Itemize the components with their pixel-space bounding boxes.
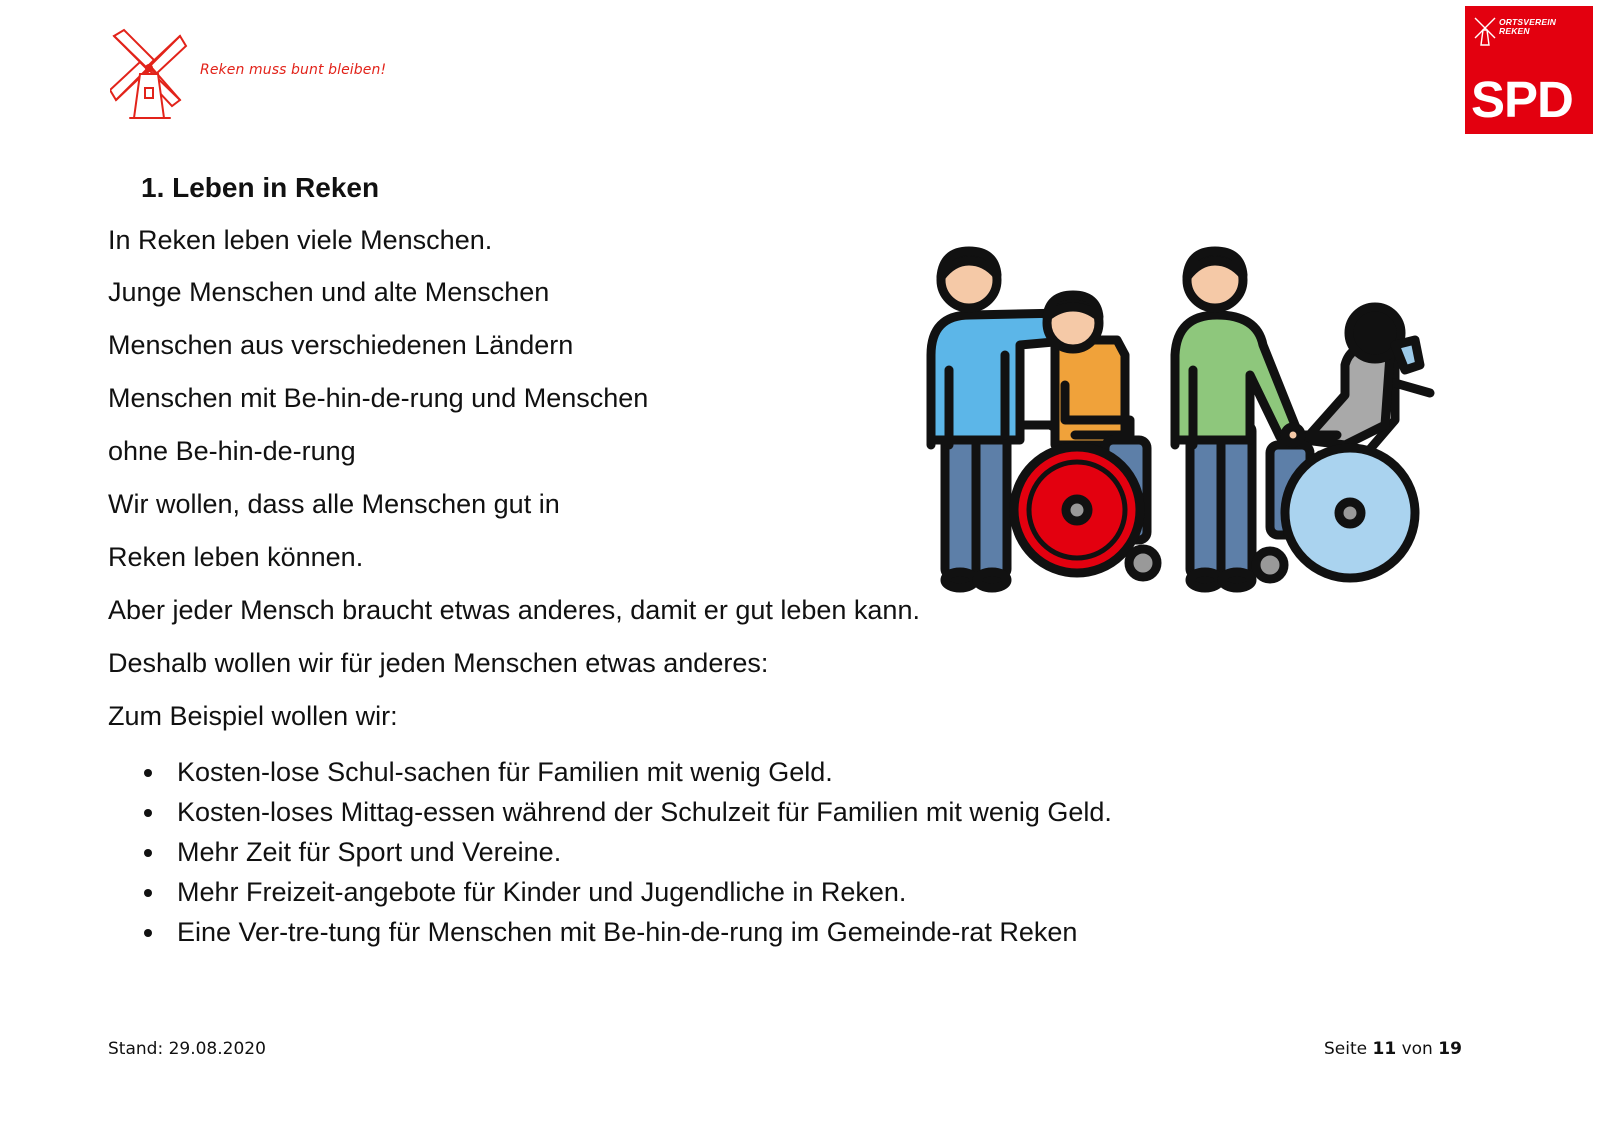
- spd-org-line2: REKEN: [1499, 26, 1530, 36]
- bullet-dot: [144, 929, 152, 937]
- body-line: In Reken leben viele Menschen.: [108, 225, 493, 255]
- page-prefix: Seite: [1324, 1039, 1368, 1059]
- page-separator: von: [1401, 1039, 1433, 1059]
- windmill-icon: [1473, 16, 1497, 46]
- list-item-text: Mehr Freizeit-angebote für Kinder und Jugendliche in Reken.: [177, 877, 907, 907]
- list-item: [108, 912, 1112, 952]
- list-item: [108, 792, 1112, 832]
- bullet-dot: [144, 809, 152, 817]
- windmill-icon: [110, 28, 190, 120]
- body-line: Deshalb wollen wir für jeden Menschen etwas anderes:: [108, 648, 769, 678]
- body-line: Zum Beispiel wollen wir:: [108, 701, 398, 731]
- section-heading: 1. Leben in Reken: [141, 172, 380, 203]
- body-line: Aber jeder Mensch braucht etwas anderes, damit er gut leben kann.: [108, 595, 920, 625]
- spd-org-line1: ORTSVEREIN: [1499, 17, 1557, 27]
- page-number: [1324, 1039, 1462, 1059]
- list-item: [108, 872, 1112, 912]
- list-item-text: Mehr Zeit für Sport und Vereine.: [177, 837, 562, 867]
- body-line: Wir wollen, dass alle Menschen gut in: [108, 489, 560, 519]
- list-item: [108, 832, 1112, 872]
- bullet-dot: [144, 769, 152, 777]
- body-line: Junge Menschen und alte Menschen: [108, 277, 550, 307]
- people-with-wheelchairs-icon: [925, 245, 1470, 600]
- bullet-dot: [144, 889, 152, 897]
- spd-logo: [1465, 6, 1593, 134]
- list-item-text: Kosten-lose Schul-sachen für Familien mit wenig Geld.: [177, 757, 833, 787]
- page-total: 19: [1438, 1039, 1462, 1059]
- body-line: Reken leben können.: [108, 542, 364, 572]
- body-line: ohne Be-hin-de-rung: [108, 436, 356, 466]
- footer-date: Stand: 29.08.2020: [108, 1039, 266, 1059]
- spd-wordmark: SPD: [1471, 71, 1573, 128]
- body-line: Menschen mit Be-hin-de-rung und Menschen: [108, 383, 649, 413]
- page-current: 11: [1372, 1039, 1397, 1059]
- list-item-text: Kosten-loses Mittag-essen während der Schulzeit für Familien mit wenig Geld.: [177, 797, 1112, 827]
- bullet-list: [108, 752, 1112, 952]
- body-line: Menschen aus verschiedenen Ländern: [108, 330, 574, 360]
- bullet-dot: [144, 849, 152, 857]
- list-item: [108, 752, 1112, 792]
- list-item-text: Eine Ver-tre-tung für Menschen mit Be-hin-de-rung im Gemeinde-rat Reken: [177, 917, 1078, 947]
- slogan: Reken muss bunt bleiben!: [200, 62, 387, 78]
